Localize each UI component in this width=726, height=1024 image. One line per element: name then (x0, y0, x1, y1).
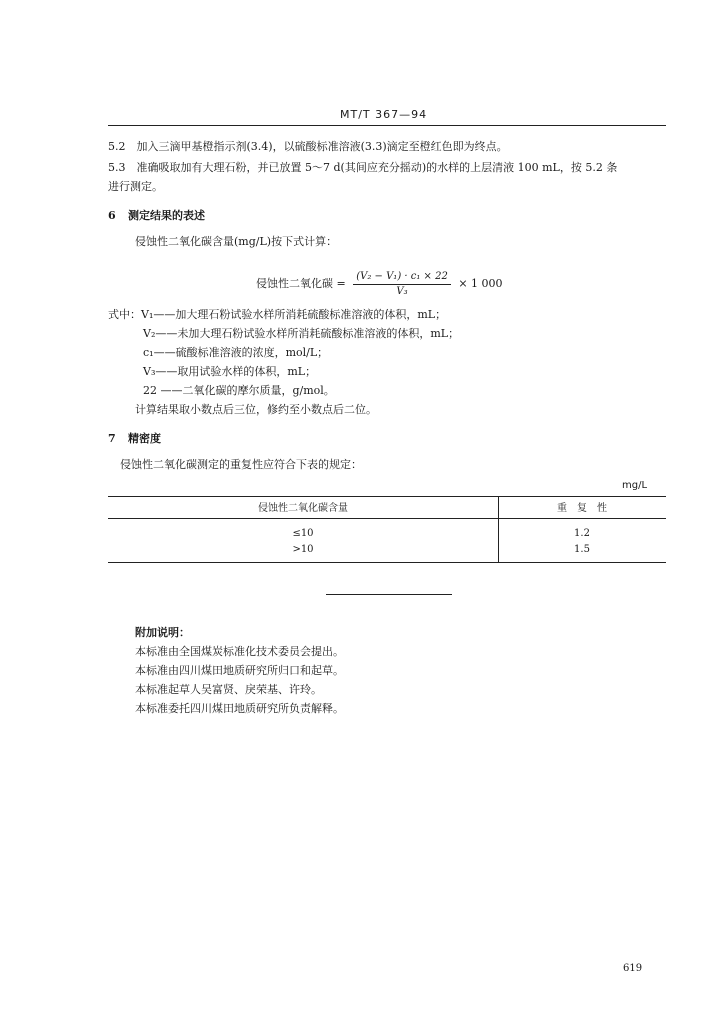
where-line-v2: V₂——未加大理石粉试验水样所消耗硫酸标准溶液的体积，mL； (143, 327, 460, 340)
section-5-3-line1: 5.3 准确吸取加有大理石粉，并已放置 5～7 d(其间应充分摇动)的水样的上层清液 100 mL，按 5.2 条 (108, 161, 618, 174)
table-header-repeatability: 重 复 性 (557, 503, 607, 514)
section-7-number: 7 (108, 432, 116, 445)
where-line-v1: 式中：V₁——加大理石粉试验水样所消耗硫酸标准溶液的体积，mL； (108, 308, 447, 321)
section-6-intro: 侵蚀性二氧化碳含量(mg/L)按下式计算： (135, 235, 338, 248)
appendix-title: 附加说明： (135, 626, 190, 639)
formula-lhs: 侵蚀性二氧化碳 = (256, 277, 346, 290)
appendix-line-2: 本标准由四川煤田地质研究所归口和起草。 (135, 664, 344, 677)
table-row-1-repeatability: 1.2 (574, 528, 590, 539)
standard-code-header: MT/T 367—94 (340, 108, 428, 121)
section-5-2: 5.2 加入三滴甲基橙指示剂(3.4)，以硫酸标准溶液(3.3)滴定至橙红色即为终点。 (108, 140, 508, 153)
formula-numerator: (V₂ − V₁) · c₁ × 22 (353, 270, 451, 285)
end-rule (326, 594, 452, 595)
where-line-v3: V₃——取用试验水样的体积，mL； (143, 365, 317, 378)
appendix-line-3: 本标准起草人吴富贤、戾荣基、许玲。 (135, 683, 322, 696)
table-row-1-content: ≤10 (292, 528, 314, 539)
section-7-intro: 侵蚀性二氧化碳测定的重复性应符合下表的规定： (120, 458, 362, 471)
rounding-note: 计算结果取小数点后三位，修约至小数点后二位。 (135, 403, 377, 416)
formula-rhs: × 1 000 (458, 277, 503, 290)
header-rule (108, 125, 666, 126)
table-row-2-repeatability: 1.5 (574, 544, 590, 555)
formula-denominator: V₃ (396, 286, 408, 297)
table-unit: mg/L (622, 480, 648, 491)
where-line-22: 22 ——二氧化碳的摩尔质量，g/mol。 (143, 384, 335, 397)
table-row-2-content: >10 (292, 544, 314, 555)
appendix-line-1: 本标准由全国煤炭标准化技术委员会提出。 (135, 645, 344, 658)
page-number: 619 (623, 963, 643, 974)
section-5-3-line2: 进行测定。 (108, 180, 163, 193)
appendix-line-4: 本标准委托四川煤田地质研究所负责解释。 (135, 702, 344, 715)
section-6-number: 6 (108, 209, 116, 222)
formula (256, 270, 503, 298)
table-header-rule (108, 518, 666, 519)
table-top-rule (108, 496, 666, 497)
table-bottom-rule (108, 562, 666, 563)
where-line-c1: c₁——硫酸标准溶液的浓度，mol/L； (143, 346, 329, 359)
formula-fraction (353, 270, 451, 298)
section-7-heading: 精密度 (128, 432, 161, 445)
section-6-heading: 测定结果的表述 (128, 209, 205, 222)
table-header-content: 侵蚀性二氧化碳含量 (258, 503, 348, 514)
